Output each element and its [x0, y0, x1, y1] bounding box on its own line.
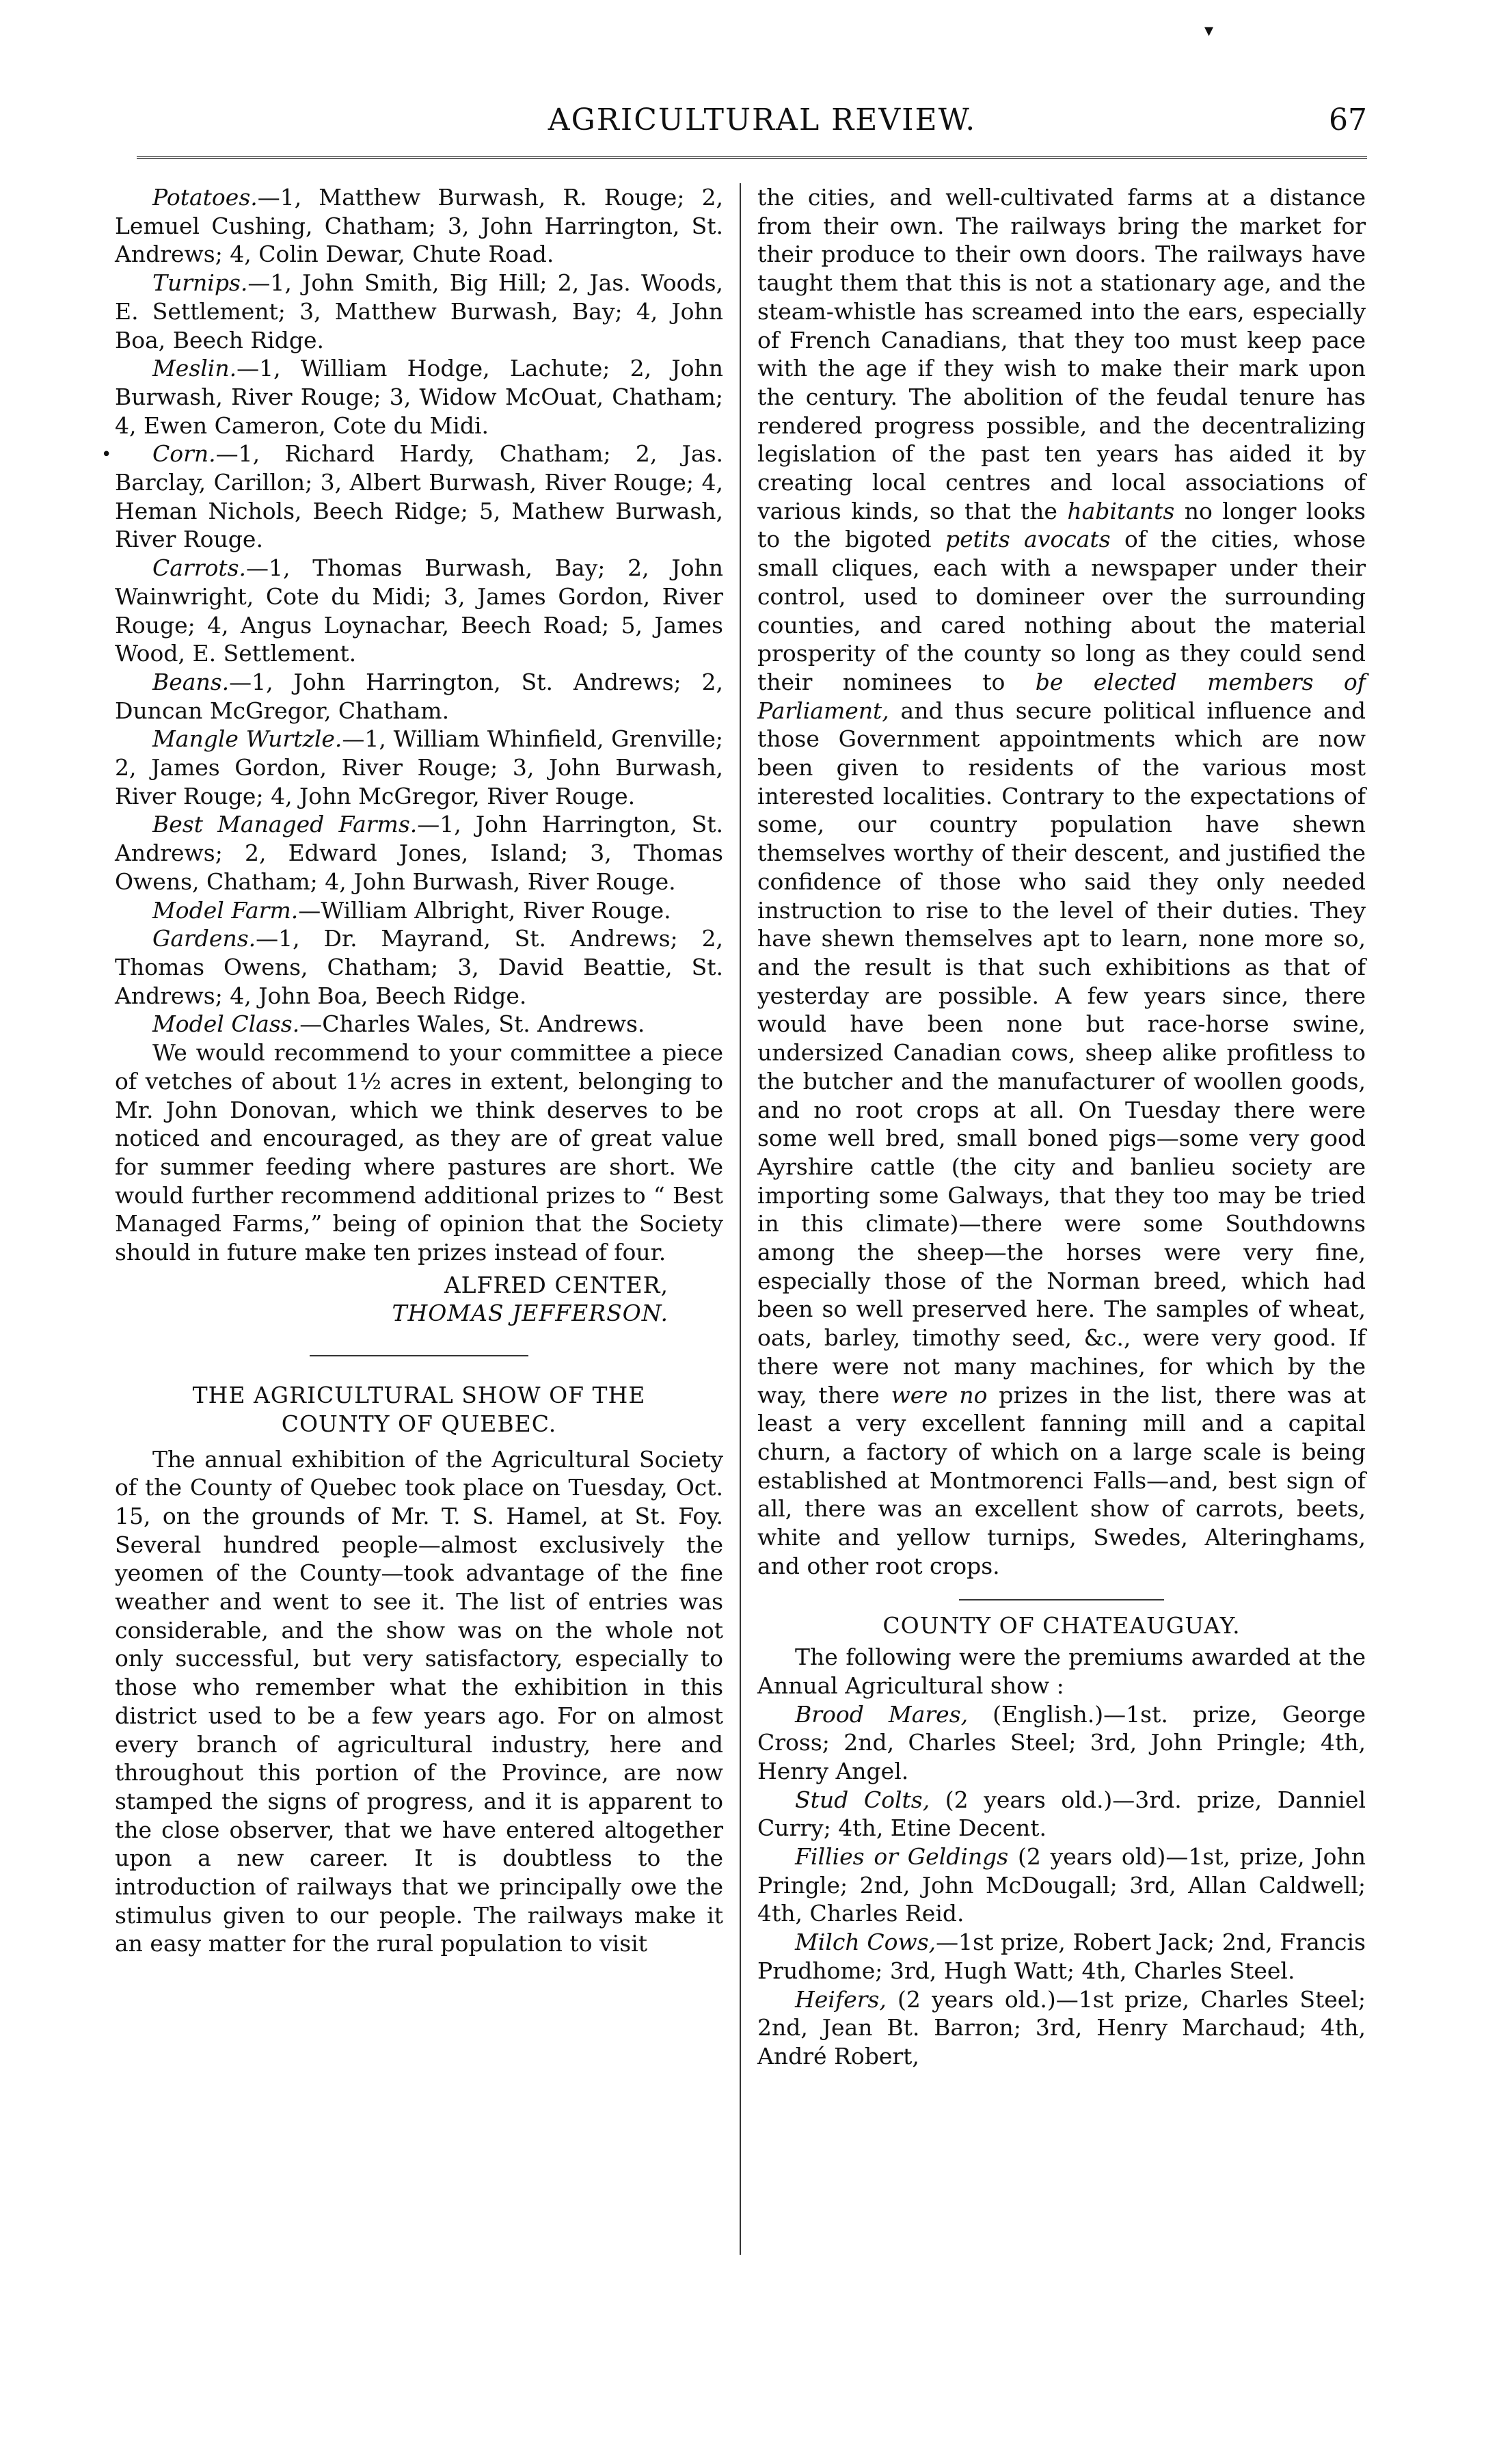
- premium-entry: [757, 1928, 1366, 1985]
- prize-entry: [115, 896, 723, 925]
- prize-category: Model Farm.: [152, 896, 299, 924]
- prize-winners: —1, Dr. Mayrand, St. Andrews; 2, Thomas Owens, Chatham; 3, David Beattie, St. Andrews; 4, John Boa, Beech Ridge.: [115, 925, 723, 1009]
- text-run: of the cities, whose small cliques, each with a newspaper under their control, used to domineer over the surrounding counties, and cared nothing about the material prosperity of the county so long as they could send their nominees to: [757, 526, 1366, 695]
- prize-category: Mangle Wurtzle.: [152, 725, 342, 753]
- prize-category: Gardens.: [152, 925, 256, 952]
- prize-category: Corn.: [152, 440, 216, 468]
- premium-category: Fillies or Geldings: [795, 1843, 1009, 1871]
- premium-category: Heifers,: [795, 1985, 887, 2013]
- prize-winners: —1, William Hodge, Lachute; 2, John Burwash, River Rouge; 3, Widow McOuat, Chatham; 4, Ewen Cameron, Cote du Midi.: [115, 355, 723, 439]
- premium-entry: [757, 1843, 1366, 1928]
- italic-term: petits avocats: [945, 526, 1111, 553]
- prize-winners: —1, John Smith, Big Hill; 2, Jas. Woods, E. Settlement; 3, Matthew Burwash, Bay; 4, John Boa, Beech Ridge.: [115, 269, 723, 353]
- prize-winners: —1, Thomas Burwash, Bay; 2, John Wainwright, Cote du Midi; 3, James Gordon, River Rouge; 4, Angus Loynachar, Beech Road; 5, James Wood, E. Settlement.: [115, 554, 723, 667]
- left-column: [115, 183, 723, 1958]
- italic-term: be elected members of Parliament,: [757, 668, 1366, 724]
- text-run: and thus secure political influence and those Government appointments which are now been given to residents of the various most interested localities. Contrary to the expectations of some, our country population have shewn themselves worthy of their descent, and justified the confidence of those who said they only needed instruction to rise to the level of their duties. They have shewn themselves apt to learn, none more so, and the result is that such exhibitions as that of yesterday are possible. A few years since, there would have been none but race-horse swine, undersized Canadian cows, sheep alike profitless to the butcher and the manufacturer of woollen goods, and no root crops at all. On Tuesday there were some well bred, small boned pigs—some very good Ayrshire cattle (the city and banlieu society are importing some Galways, that they too may be tried in this climate)—there were some Southdowns among the sheep—the horses were very fine, especially those of the Norman breed, which had been so well preserved here. The samples of wheat, oats, barley, timothy seed, &c., were very good. If there were not many machines, for which by the way, there: [757, 697, 1366, 1408]
- italic-term: habitants: [1067, 497, 1175, 524]
- page-number: 67: [1329, 103, 1367, 137]
- header-rule: [137, 156, 1367, 159]
- prize-winners: —1, John Harrington, St. Andrews; 2, Edward Jones, Island; 3, Thomas Owens, Chatham; 4, John Burwash, River Rouge.: [115, 811, 723, 895]
- prize-entry: [115, 183, 723, 269]
- text-run: no longer looks to the bigoted: [757, 497, 1366, 553]
- section-rule: [310, 1355, 528, 1356]
- prize-category: Potatoes.: [152, 184, 258, 211]
- prize-entry: [115, 924, 723, 1010]
- recommendation-paragraph: We would recommend to your committee a piece of vetches of about 1½ acres in extent, belonging to Mr. John Donovan, which we think deserves to be noticed and encouraged, as they are of great value for summer feeding where pastures are short. We would further recommend additional prizes to “ Best Managed Farms,” being of opinion that the Society should in future make ten prizes instead of four.: [115, 1039, 723, 1266]
- premium-category: Brood Mares,: [795, 1700, 969, 1728]
- prize-winners: —1, William Whinfield, Grenville; 2, James Gordon, River Rouge; 3, John Burwash, River Rouge; 4, John McGregor, River Rouge.: [115, 725, 723, 809]
- premium-winners: —1st prize, Robert Jack; 2nd, Francis Prudhome; 3rd, Hugh Watt; 4th, Charles Steel.: [757, 1929, 1366, 1984]
- prize-category: Beans.: [152, 668, 230, 695]
- quebec-heading-line-2: COUNTY OF QUEBEC.: [281, 1410, 557, 1437]
- section-rule: [959, 1599, 1164, 1600]
- prize-entry: [115, 354, 723, 440]
- prize-category: Carrots.: [152, 554, 247, 582]
- premium-winners: (English.)—1st. prize, George Cross; 2nd, Charles Steel; 3rd, John Pringle; 4th, Henry Angel.: [757, 1700, 1366, 1784]
- prize-entry: [115, 1010, 723, 1039]
- prize-entry: [115, 810, 723, 896]
- premium-entry: [757, 1985, 1366, 2071]
- prize-entry: [115, 668, 723, 725]
- prize-entry: [115, 725, 723, 810]
- text-run: prizes in the list, there was at least a very excellent fanning mill and a capital churn, a factory of which on a large scale is being established at Montmorenci Falls—and, best sign of all, there was an excellent show of carrots, beets, white and yellow turnips, Swedes, Alteringhams, and other root crops.: [757, 1381, 1366, 1579]
- prize-winners: —William Albright, River Rouge.: [298, 896, 671, 924]
- text-run: the cities, and well-cultivated farms at a distance from their own. The railways bring the market for their produce to their own doors. The railways have taught them that this is not a stationary age, and the steam-whistle has screamed into the ears, especially of French Canadians, that they too must keep pace with the age if they wish to make their mark upon the century. The abolition of the feudal tenure has rendered progress possible, and the decentralizing legislation of the past ten years has aided it by creating local centres and local associations of various kinds, so that the: [757, 184, 1366, 524]
- column-divider: [740, 183, 741, 2255]
- prize-entry: [115, 554, 723, 668]
- prize-category: Best Managed Farms.: [152, 811, 418, 838]
- premium-winners: (2 years old)—1st, prize, John Pringle; 2nd, John McDougall; 3rd, Allan Caldwell; 4th, Charles Reid.: [757, 1843, 1366, 1927]
- premium-entry: [757, 1700, 1366, 1786]
- premium-category: Milch Cows,: [795, 1929, 936, 1956]
- signature-alfred-center: ALFRED CENTER,: [444, 1271, 669, 1298]
- premium-category: Stud Colts,: [795, 1786, 930, 1813]
- prize-category: Turnips.: [152, 269, 248, 297]
- quebec-heading-line-1: THE AGRICULTURAL SHOW OF THE: [192, 1382, 646, 1409]
- prize-winners: —1, Richard Hardy, Chatham; 2, Jas. Barclay, Carillon; 3, Albert Burwash, River Rouge; 4, Heman Nichols, Beech Ridge; 5, Mathew Burwash, River Rouge.: [115, 440, 723, 553]
- page-header: [157, 103, 1367, 150]
- prize-entry: [115, 440, 723, 554]
- prize-winners: —1, John Harrington, St. Andrews; 2, Duncan McGregor, Chatham.: [115, 668, 723, 724]
- quebec-continuation: [757, 183, 1366, 1580]
- prize-winners: —Charles Wales, St. Andrews.: [299, 1010, 645, 1038]
- margin-dot-icon: •: [101, 444, 112, 465]
- premium-winners: (2 years old.)—1st prize, Charles Steel; 2nd, Jean Bt. Barron; 3rd, Henry Marchaud; 4th, André Robert,: [757, 1985, 1366, 2069]
- prize-winners: —1, Matthew Burwash, R. Rouge; 2, Lemuel Cushing, Chatham; 3, John Harrington, St. Andrews; 4, Colin Dewar, Chute Road.: [115, 184, 723, 268]
- prize-category: Model Class.: [152, 1010, 300, 1038]
- quebec-paragraph: The annual exhibition of the Agricultural Society of the County of Quebec took place on Tuesday, Oct. 15, on the grounds of Mr. T. S. Hamel, at St. Foy. Several hundred people—almost exclusively the yeomen of the County—took advantage of the fine weather and went to see it. The list of entries was considerable, and the show was on the whole not only successful, but very satisfactory, especially to those who remember what the exhibition in this district used to be a few years ago. For on almost every branch of agricultural industry, here and throughout this portion of the Province, are now stamped the signs of progress, and it is apparent to the close observer, that we have entered altogether upon a new career. It is doubtless to the introduction of railways that we principally owe the stimulus given to our people. The railways make it an easy matter for the rural population to visit: [115, 1445, 723, 1957]
- right-column: [757, 183, 1366, 2071]
- premium-entry: [757, 1786, 1366, 1843]
- italic-term: were no: [891, 1381, 988, 1408]
- prize-entry: [115, 269, 723, 354]
- premium-winners: (2 years old.)—3rd. prize, Danniel Curry; 4th, Etine Decent.: [757, 1786, 1366, 1842]
- chateauguay-intro: The following were the premiums awarded at the Annual Agricultural show :: [757, 1644, 1366, 1699]
- signature-thomas-jefferson: THOMAS JEFFERSON.: [392, 1300, 669, 1327]
- print-speck-icon: ▾: [1204, 21, 1214, 41]
- chateauguay-heading: COUNTY OF CHATEAUGUAY.: [882, 1612, 1241, 1639]
- prize-category: Meslin.: [152, 355, 237, 382]
- running-title: AGRICULTURAL REVIEW.: [548, 103, 977, 137]
